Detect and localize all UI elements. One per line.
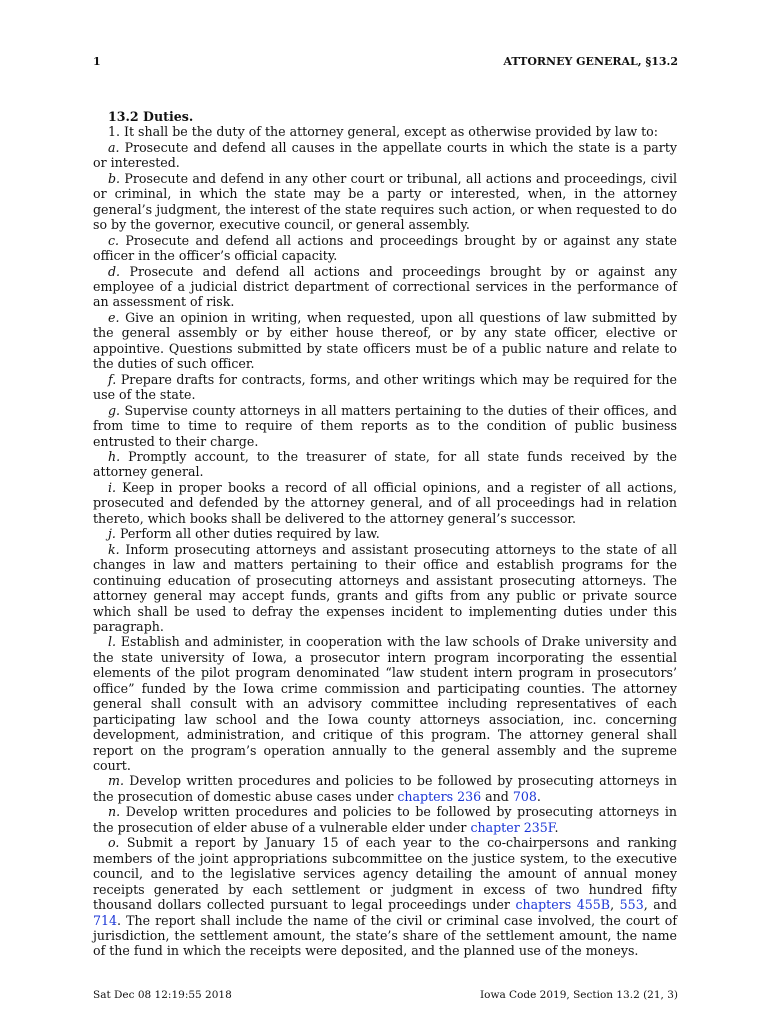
paragraph-label: g. — [108, 402, 121, 418]
paragraph-text: , — [610, 897, 620, 913]
paragraph-b — [93, 171, 677, 233]
paragraph-text: Develop written procedures and policies to be followed by prosecuting attorneys in the prosecution of domestic abuse cases under — [93, 773, 677, 804]
running-title: ATTORNEY GENERAL, §13.2 — [503, 55, 678, 68]
paragraph-label: e. — [108, 309, 120, 325]
paragraph-label: f. — [108, 371, 117, 387]
paragraph-a — [93, 140, 677, 171]
paragraph-text: Keep in proper books a record of all official opinions, and a register of all actions, prosecuted and defended by the attorney general, and of all proceedings had in relation thereto, which books shall be delivered to the attorney general’s successor. — [93, 479, 677, 526]
paragraph-text: . — [536, 788, 541, 804]
paragraph-text: Perform all other duties required by law. — [119, 526, 380, 542]
paragraph-label: h. — [108, 448, 121, 464]
paragraph-label: m. — [108, 773, 124, 789]
paragraph-text: and — [481, 788, 513, 804]
paragraph-text: Prosecute and defend all actions and proceedings brought by or against any state officer in the officer’s official capacity. — [93, 232, 677, 264]
page-number: 1 — [93, 55, 101, 68]
paragraph-text: Prosecute and defend in any other court or tribunal, all actions and proceedings, civil or criminal, in which the state may be a party or interested, when, in the attorney general’s judgment, the interest of the state requires such action, or when requested to do so by the governor, executive council, or general assembly. — [93, 170, 677, 233]
paragraph-text: . The report shall include the name of the civil or criminal case involved, the court of jurisdiction, the settlement amount, the state’s share of the settlement amount, the name of the fund in which the receipts were deposited, and the planned use of the moneys. — [93, 912, 677, 959]
paragraph-o — [93, 835, 677, 959]
paragraph-k — [93, 542, 677, 635]
link-chapters-236[interactable]: chapters 236 — [397, 788, 482, 804]
link-chapter-553[interactable]: 553 — [619, 897, 644, 913]
paragraph-label: a. — [108, 139, 120, 155]
paragraph-label: l. — [108, 634, 117, 650]
paragraph-text: Prepare drafts for contracts, forms, and other writings which may be required for the use of the state. — [93, 371, 677, 403]
link-chapter-708[interactable]: 708 — [512, 788, 537, 804]
paragraph-n — [93, 804, 677, 835]
link-chapter-235f[interactable]: chapter 235F — [470, 819, 555, 835]
paragraph-label: o. — [108, 835, 120, 851]
paragraph-text: Prosecute and defend all actions and proceedings brought by or against any employee of a judicial district department of correctional services in the performance of an assessment of risk. — [93, 263, 677, 310]
paragraph-text: Establish and administer, in cooperation with the law schools of Drake university and the state university of Iowa, a prosecutor intern program incorporating the essential elements of the pilot program denominated “law student intern program in prosecutors’ office” funded by the Iowa crime commission and participating counties. The attorney general shall consult with an advisory committee including representatives of each participating law school and the Iowa county attorneys association, inc. concerning development, administration, and critique of this program. The attorney general shall report on the program’s operation annually to the general assembly and the supreme court. — [93, 634, 677, 774]
paragraph-j — [93, 526, 677, 541]
paragraph-e — [93, 310, 677, 372]
paragraph-text: Submit a report by January 15 of each year to the co-chairpersons and ranking members of the joint appropriations subcommittee on the justice system, to the executive council, and to the legislative services agency detailing the amount of annual money receipts generated by each settlement or judgment in excess of two hundred fifty thousand dollars collected pursuant to legal proceedings under — [93, 835, 677, 913]
paragraph-text: Inform prosecuting attorneys and assistant prosecuting attorneys to the state of all changes in law and matters pertaining to their office and establish programs for the continuing education of prosecuting attorneys and assistant prosecuting attorneys. The attorney general may accept funds, grants and gifts from any public or private source which shall be used to defray the expenses incident to implementing duties under this paragraph. — [93, 541, 677, 634]
paragraph-m — [93, 773, 677, 804]
paragraph-label: c. — [108, 232, 120, 248]
statute-body — [93, 109, 677, 959]
paragraph-text: Develop written procedures and policies to be followed by prosecuting attorneys in the prosecution of elder abuse of a vulnerable elder under — [93, 804, 677, 835]
paragraph-text: , and — [643, 897, 677, 913]
paragraph-label: d. — [108, 263, 121, 279]
link-chapter-714[interactable]: 714 — [93, 912, 118, 928]
paragraph-label: b. — [108, 170, 121, 186]
paragraph-label: k. — [108, 541, 120, 557]
paragraph-c — [93, 233, 677, 264]
paragraph-label: n. — [108, 804, 121, 820]
paragraph-i — [93, 480, 677, 526]
paragraph-d — [93, 264, 677, 310]
paragraph-label: i. — [108, 479, 117, 495]
paragraph-text: Supervise county attorneys in all matters pertaining to the duties of their offices, and from time to time to require of them reports as to the condition of public business entrusted to their charge. — [93, 402, 677, 449]
section-heading: 13.2 Duties. — [108, 109, 194, 124]
paragraph-text: Prosecute and defend all causes in the appellate courts in which the state is a party or interested. — [93, 139, 677, 171]
paragraph-g — [93, 403, 677, 449]
paragraph-label: j. — [108, 526, 116, 542]
paragraph-l — [93, 634, 677, 773]
subsection-intro: 1. It shall be the duty of the attorney general, except as otherwise provided by law to: — [108, 124, 659, 140]
paragraph-f — [93, 372, 677, 403]
paragraph-text: Promptly account, to the treasurer of state, for all state funds received by the attorney general. — [93, 448, 677, 480]
link-chapters-455b[interactable]: chapters 455B — [515, 897, 611, 913]
paragraph-h — [93, 449, 677, 480]
paragraph-text: Give an opinion in writing, when requested, upon all questions of law submitted by the general assembly or by either house thereof, or by any state officer, elective or appointive. Questions submitted by state officers must be of a public nature and relate to the duties of such officer. — [93, 309, 677, 372]
footer-timestamp: Sat Dec 08 12:19:55 2018 — [93, 989, 232, 1001]
paragraph-text: . — [554, 819, 559, 835]
footer-citation: Iowa Code 2019, Section 13.2 (21, 3) — [480, 989, 678, 1001]
